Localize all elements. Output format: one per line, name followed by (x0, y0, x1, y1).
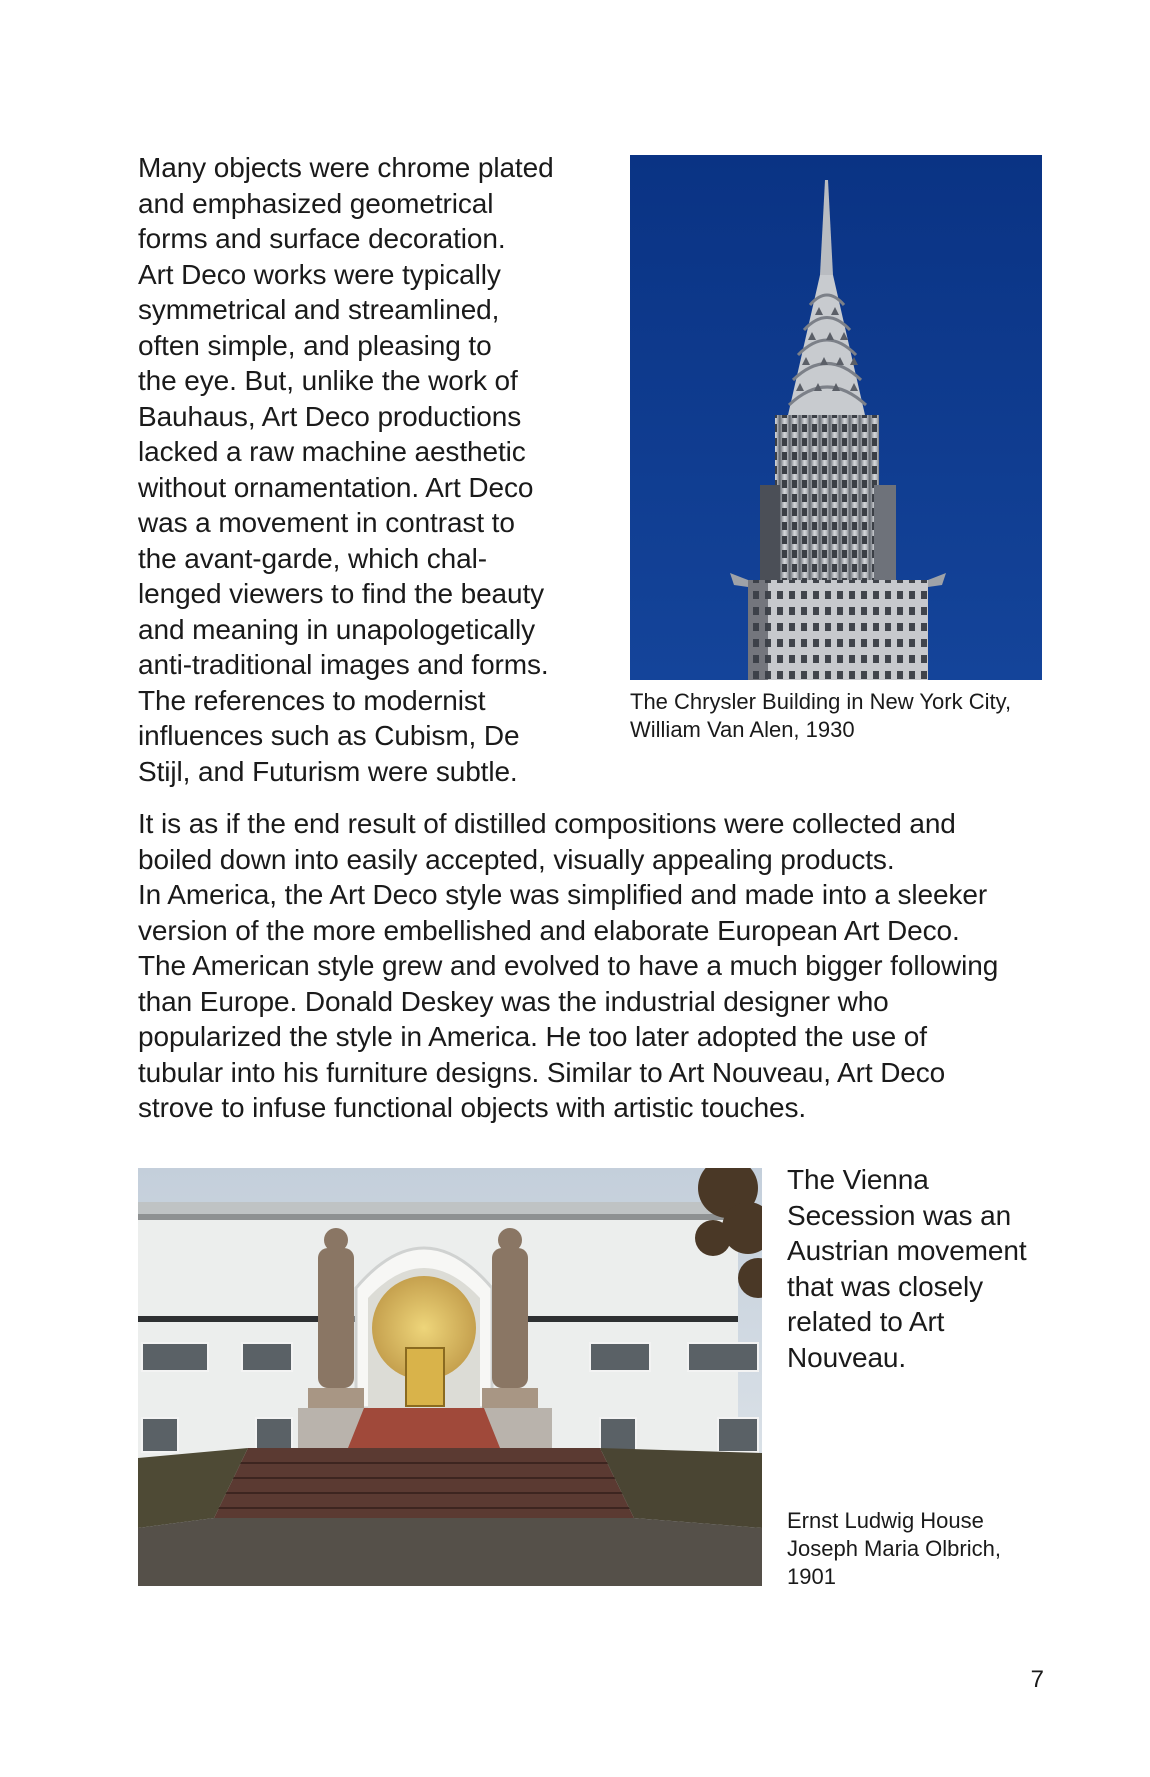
main-line: than Europe. Donald Deskey was the industrial designer who (138, 985, 889, 1017)
lower-left-shade (748, 580, 768, 680)
main-line: boiled down into easily accepted, visually appealing products. (138, 843, 895, 875)
intro-paragraph (138, 150, 608, 789)
frieze-band (138, 1214, 738, 1220)
vienna-line: Austrian movement (787, 1235, 1027, 1266)
vienna-paragraph (787, 1162, 1047, 1375)
tower-lower (748, 580, 928, 680)
vienna-line: Secession was an (787, 1199, 1012, 1231)
main-line: strove to infuse functional objects with artistic touches. (138, 1092, 807, 1123)
tower-upper (775, 415, 879, 580)
caption-line: 1901 (787, 1564, 836, 1589)
roof-cornice (138, 1202, 738, 1214)
main-line: version of the more embellished and elaborate European Art Deco. (138, 914, 960, 946)
intro-line: Bauhaus, Art Deco productions (138, 400, 522, 432)
chrysler-caption (630, 688, 1050, 744)
main-line: In America, the Art Deco style was simplified and made into a sleeker (138, 879, 988, 910)
vienna-line: Nouveau. (787, 1341, 907, 1373)
main-paragraph (138, 806, 1038, 1126)
intro-line: anti-traditional images and forms. (138, 649, 549, 680)
intro-line: was a movement in contrast to (138, 507, 515, 538)
main-line: It is as if the end result of distilled compositions were collected and (138, 808, 956, 839)
page-number: 7 (1030, 1666, 1044, 1693)
caption-line: The Chrysler Building in New York City, (630, 689, 1012, 714)
main-line: popularized the style in America. He too later adopted the use of (138, 1021, 927, 1052)
vienna-line: that was closely (787, 1270, 984, 1302)
intro-line: often simple, and pleasing to (138, 329, 492, 361)
gold-door (406, 1348, 444, 1406)
intro-line: and meaning in unapologetically (138, 613, 535, 645)
intro-line: and emphasized geometrical (138, 187, 494, 219)
caption-line: William Van Alen, 1930 (630, 717, 855, 742)
intro-line: the avant-garde, which chal- (138, 542, 487, 574)
intro-line: Stijl, and Futurism were subtle. (138, 755, 518, 787)
intro-line: without ornamentation. Art Deco (138, 471, 534, 503)
intro-line: symmetrical and streamlined, (138, 294, 500, 325)
main-line: tubular into his furniture designs. Similar to Art Nouveau, Art Deco (138, 1056, 946, 1088)
upper-stairs (348, 1408, 500, 1448)
intro-line: lenged viewers to find the beauty (138, 578, 545, 609)
tower-right-wing (874, 485, 896, 595)
intro-line: Art Deco works were typically (138, 258, 501, 290)
intro-line: The references to modernist (138, 684, 486, 716)
intro-line: lacked a raw machine aesthetic (138, 436, 526, 467)
intro-line: Many objects were chrome plated (138, 152, 554, 183)
caption-line: Ernst Ludwig House (787, 1508, 984, 1533)
intro-line: influences such as Cubism, De (138, 720, 520, 751)
tower-left-wing (760, 485, 780, 595)
intro-line: forms and surface decoration. (138, 223, 506, 254)
intro-line: the eye. But, unlike the work of (138, 365, 518, 396)
main-line: The American style grew and evolved to have a much bigger following (138, 950, 999, 981)
vienna-line: related to Art (787, 1306, 945, 1337)
ernst-ludwig-house-photo (138, 1168, 762, 1586)
vienna-line: The Vienna (787, 1164, 929, 1195)
chrysler-building-photo (630, 155, 1042, 680)
caption-line: Joseph Maria Olbrich, (787, 1536, 1001, 1561)
courtyard (138, 1518, 762, 1586)
ernst-caption (787, 1507, 1047, 1591)
